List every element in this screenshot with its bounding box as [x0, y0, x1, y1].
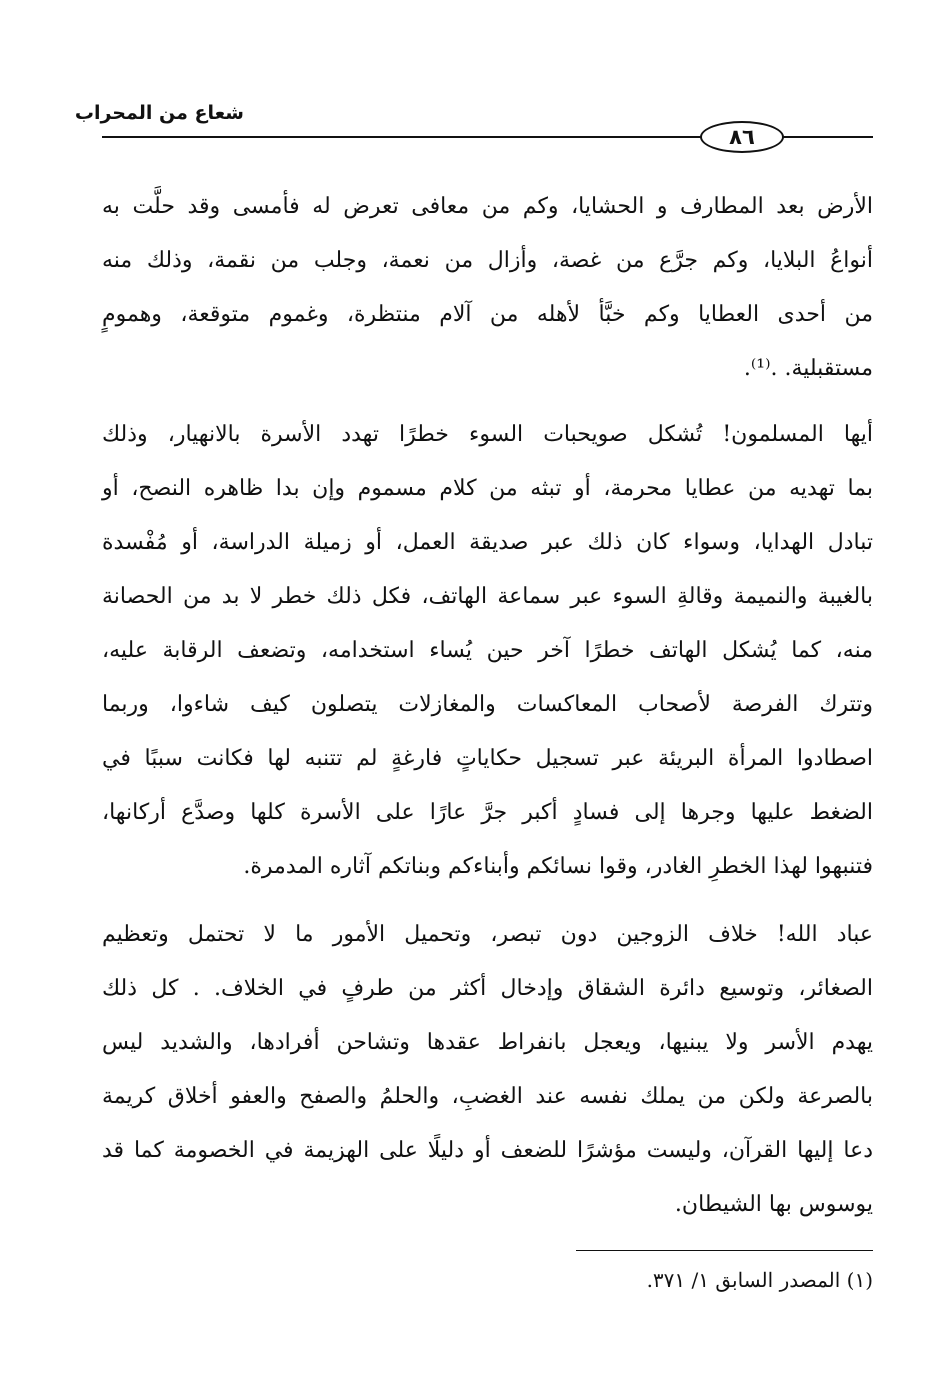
text-line: بالغيبة والنميمة وقالةِ السوء عبر سماعة الهاتف، فكل ذلك خطر لا بد من الحصانة	[102, 584, 873, 609]
page-number-badge	[700, 121, 784, 153]
text-line: يوسوس بها الشيطان.	[674, 1192, 873, 1217]
text-line: منه، كما يُشكل الهاتف خطرًا آخر حين يُساء استخدامه، وتضعف الرقابة عليه،	[102, 638, 873, 663]
footnote: (١) المصدر السابق ١/ ٣٧١.	[646, 1268, 873, 1292]
text-line: عباد الله! خلاف الزوجين دون تبصر، وتحميل الأمور ما لا تحتمل وتعظيم	[102, 922, 873, 947]
footnote-rule	[576, 1250, 873, 1251]
text-line: اصطادوا المرأة البريئة عبر تسجيل حكاياتٍ فارغةٍ لم تتنبه لها فكانت سببًا في	[102, 746, 873, 771]
text-line: وتترك الفرصة لأصحاب المعاكسات والمغازلات يتصلون كيف شاءوا، وربما	[102, 692, 873, 717]
text-line: تبادل الهدايا، وسواء كان ذلك عبر صديقة العمل، أو زميلة الدراسة، أو مُفْسدة	[102, 530, 873, 555]
running-header-title: شعاع من المحراب	[74, 102, 244, 124]
text-line: يهدم الأسر ولا يبنيها، ويعجل بانفراط عقدها وتشاحن أفرادها، والشديد ليس	[102, 1030, 873, 1055]
text-line: من أحدى العطايا وكم خبَّأ لأهله من آلام منتظرة، وغموم متوقعة، وهمومٍ	[102, 302, 873, 327]
text-line: الصغائر، وتوسيع دائرة الشقاق وإدخال أكثر من طرفٍ في الخلاف. . كل ذلك	[102, 976, 873, 1001]
text-line: الأرض بعد المطارف و الحشايا، وكم من معافى تعرض له فأمسى وقد حلَّت به	[102, 194, 873, 219]
text-line: فتنبهوا لهذا الخطرِ الغادر، وقوا نسائكم وأبناءكم وبناتكم آثاره المدمرة.	[243, 854, 873, 879]
text-line: بما تهديه من عطايا محرمة، أو تبثه من كلام مسموم وإن بدا ظاهره النصح، أو	[102, 476, 873, 501]
paragraph-2	[102, 408, 873, 894]
paragraph-1	[102, 180, 873, 396]
text-line: أيها المسلمون! تُشكل صويحبات السوء خطرًا تهدد الأسرة بالانهيار، وذلك	[102, 422, 873, 447]
text-line: مستقبلية. .⁽¹⁾.	[743, 356, 873, 381]
text-line: دعا إليها القرآن، وليست مؤشرًا للضعف أو دليلًا على الهزيمة في الخصومة كما قد	[102, 1138, 873, 1163]
text-line: أنواعُ البلايا، وكم جرَّع من غصة، وأزال من نعمة، وجلب من نقمة، وذلك منه	[102, 248, 873, 273]
page-number: ٨٦	[729, 125, 755, 149]
text-line: بالصرعة ولكن من يملك نفسه عند الغضبِ، والحلمُ والصفح والعفو أخلاق كريمة	[102, 1084, 873, 1109]
paragraph-3	[102, 908, 873, 1232]
text-line: الضغط عليها وجرها إلى فسادٍ أكبر جرَّ عارًا على الأسرة كلها وصدَّع أركانها،	[102, 800, 873, 825]
